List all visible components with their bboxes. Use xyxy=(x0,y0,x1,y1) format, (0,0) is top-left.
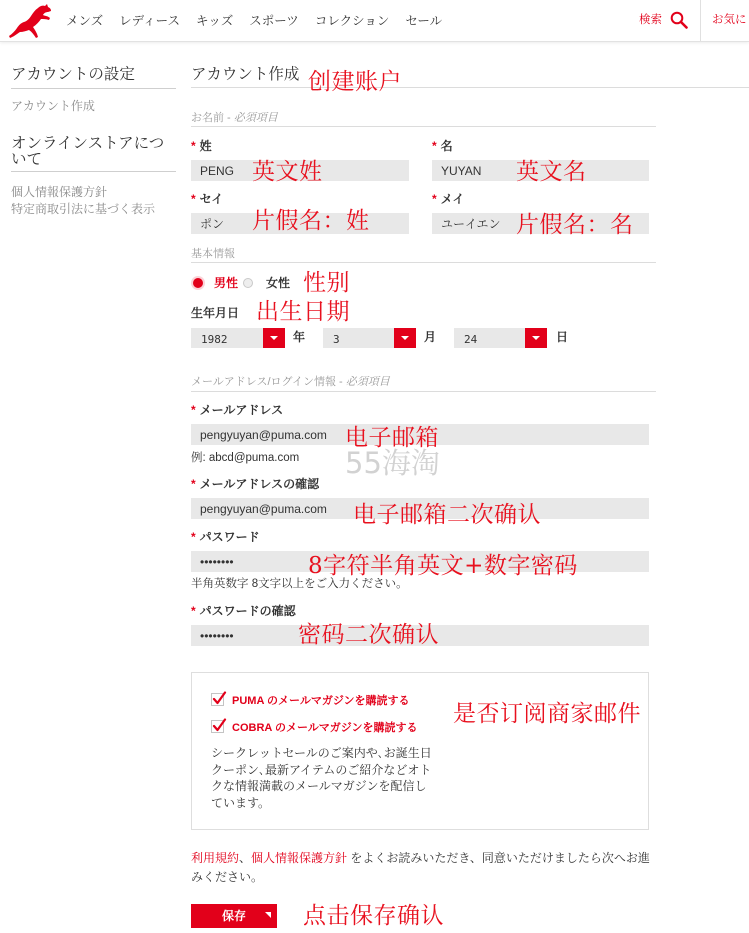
email-example: 例: abcd@puma.com xyxy=(191,452,300,464)
annotation-newsletter: 是否订阅商家邮件 xyxy=(453,701,641,727)
password-confirm-label-text: パスワードの確認 xyxy=(199,604,296,618)
description-line: ています。 xyxy=(211,795,271,810)
birthdate-label: 生年月日 xyxy=(191,306,240,320)
birth-month-value: 3 xyxy=(333,333,340,346)
required-note: 必須項目 xyxy=(345,376,390,388)
section-divider xyxy=(191,126,656,127)
section-title: お名前 - xyxy=(191,112,234,124)
terms-of-use-link[interactable]: 利用規約 xyxy=(191,851,240,865)
first-name-kana-label xyxy=(432,192,464,206)
annotation-birthdate: 出生日期 xyxy=(256,299,350,325)
search-icon xyxy=(670,11,688,29)
month-suffix: 月 xyxy=(424,330,437,344)
required-mark: * xyxy=(191,477,196,491)
birth-year-select[interactable] xyxy=(191,328,285,348)
section-title: メールアドレス/ログイン情報 - xyxy=(191,376,346,388)
required-note: 必須項目 xyxy=(233,112,278,124)
annotation-title: 创建账户 xyxy=(308,69,402,95)
save-button[interactable] xyxy=(191,904,277,928)
description-line: シークレットセールのご案内や､お誕生日 xyxy=(211,746,432,760)
title-divider xyxy=(191,87,749,88)
annotation-save: 点击保存确认 xyxy=(303,903,444,929)
required-mark: * xyxy=(191,192,196,206)
terms-separator: 、 xyxy=(239,851,252,865)
birth-year-value: 1982 xyxy=(201,333,228,346)
sidebar-item-create-account[interactable]: アカウント作成 xyxy=(11,99,95,113)
cobra-newsletter-checkbox[interactable] xyxy=(211,720,224,733)
online-store-heading: オンラインストアについて xyxy=(11,135,165,168)
gender-male-radio[interactable] xyxy=(193,278,203,288)
first-name-kana-label-text: メイ xyxy=(440,192,465,206)
site-header xyxy=(0,0,749,42)
gender-female-radio[interactable] xyxy=(243,278,253,288)
required-mark: * xyxy=(191,139,196,153)
name-section-label xyxy=(191,112,278,125)
description-line: クーポン､最新アイテムのご紹介などオト xyxy=(211,762,432,777)
required-mark: * xyxy=(432,139,437,153)
sidebar-item-commercial-law[interactable]: 特定商取引法に基づく表示 xyxy=(11,202,156,216)
annotation-first-name: 英文名 xyxy=(516,159,587,185)
annotation-email: 电子邮箱 xyxy=(345,425,439,451)
first-name-label xyxy=(432,139,453,153)
check-icon xyxy=(212,718,227,733)
section-divider xyxy=(191,262,656,263)
sidebar-item-privacy-policy[interactable]: 個人情報保護方針 xyxy=(11,185,108,199)
main-nav xyxy=(66,13,442,29)
annotation-password: 8字符半角英文+数字密码 xyxy=(308,553,578,579)
privacy-policy-link[interactable]: 個人情報保護方針 xyxy=(251,851,348,865)
basic-info-section-label: 基本情報 xyxy=(191,248,235,260)
puma-newsletter-checkbox[interactable] xyxy=(211,693,224,706)
terms-text xyxy=(191,849,653,887)
check-icon xyxy=(212,691,227,706)
page-title: アカウント作成 xyxy=(191,66,300,83)
first-name-label-text: 名 xyxy=(440,139,453,153)
required-mark: * xyxy=(191,403,196,417)
year-suffix: 年 xyxy=(293,330,306,344)
section-divider xyxy=(191,391,656,392)
description-line: クな情報満載のメールマガジンを配信し xyxy=(211,779,427,793)
email-label xyxy=(191,403,283,417)
password-confirm-label xyxy=(191,604,296,618)
nav-item-sale[interactable]: セール xyxy=(405,14,443,28)
header-divider xyxy=(700,0,701,41)
gender-female-label[interactable]: 女性 xyxy=(266,276,291,290)
newsletter-description xyxy=(211,745,435,811)
nav-item-kids[interactable]: キッズ xyxy=(196,14,234,28)
search-button[interactable] xyxy=(639,11,688,29)
chevron-down-icon[interactable] xyxy=(525,328,547,348)
favorites-link[interactable]: お気に xyxy=(712,14,747,26)
nav-item-sports[interactable]: スポーツ xyxy=(249,14,299,28)
password-label xyxy=(191,530,260,544)
puma-cat-logo-icon[interactable] xyxy=(8,3,52,39)
nav-item-collection[interactable]: コレクション xyxy=(314,14,390,28)
puma-newsletter-label[interactable]: PUMA のメールマガジンを購読する xyxy=(232,695,410,707)
last-name-label xyxy=(191,139,212,153)
cobra-newsletter-label[interactable]: COBRA のメールマガジンを購読する xyxy=(232,722,418,734)
gender-male-label[interactable]: 男性 xyxy=(214,276,239,290)
birth-day-select[interactable] xyxy=(454,328,547,348)
last-name-kana-label xyxy=(191,192,223,206)
required-mark: * xyxy=(191,604,196,618)
arrow-icon xyxy=(265,912,271,918)
email-label-text: メールアドレス xyxy=(199,403,284,417)
birth-month-select[interactable] xyxy=(323,328,416,348)
email-confirm-label-text: メールアドレスの確認 xyxy=(199,477,320,491)
watermark: 55海淘 xyxy=(345,446,440,480)
annotation-first-name-kana: 片假名：名 xyxy=(516,212,634,238)
search-label: 検索 xyxy=(639,14,662,26)
annotation-password-confirm: 密码二次确认 xyxy=(298,622,439,648)
required-mark: * xyxy=(191,530,196,544)
required-mark: * xyxy=(432,192,437,206)
account-settings-heading: アカウントの設定 xyxy=(11,66,135,83)
password-label-text: パスワード xyxy=(199,530,260,544)
password-hint: 半角英数字 8文字以上をご入力ください。 xyxy=(191,578,408,590)
email-confirm-label xyxy=(191,477,319,491)
annotation-gender: 性别 xyxy=(303,270,350,296)
login-section-label xyxy=(191,376,390,389)
day-suffix: 日 xyxy=(556,330,569,344)
sidebar-divider xyxy=(11,88,176,89)
nav-item-mens[interactable]: メンズ xyxy=(66,14,104,28)
last-name-kana-label-text: セイ xyxy=(199,192,224,206)
chevron-down-icon[interactable] xyxy=(263,328,285,348)
annotation-last-name: 英文姓 xyxy=(252,159,323,185)
newsletter-box xyxy=(191,672,649,830)
annotation-email-confirm: 电子邮箱二次确认 xyxy=(353,502,541,528)
birth-day-value: 24 xyxy=(464,333,478,346)
terms-body: をよくお読みいただき、同意いただけましたら次へお進みください。 xyxy=(191,851,650,884)
save-button-label: 保存 xyxy=(221,909,246,923)
annotation-last-name-kana: 片假名：姓 xyxy=(252,208,370,234)
sidebar-divider xyxy=(11,171,176,172)
last-name-label-text: 姓 xyxy=(199,139,212,153)
chevron-down-icon[interactable] xyxy=(394,328,416,348)
nav-item-ladies[interactable]: レディース xyxy=(119,14,181,28)
